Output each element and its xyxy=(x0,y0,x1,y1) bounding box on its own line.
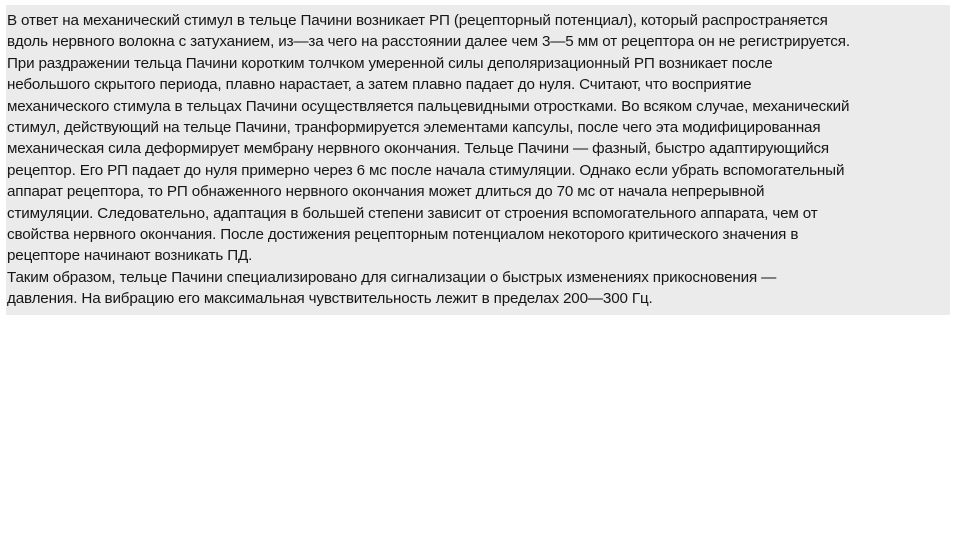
text-line: Таким образом, тельце Пачини специализировано для сигнализации о быстрых изменениях прикосновения — xyxy=(7,268,777,286)
text-line: рецепторе начинают возникать ПД. xyxy=(7,247,253,265)
text-line: При раздражении тельца Пачини коротким толчком умеренной силы деполяризационный РП возникает после xyxy=(7,54,773,72)
text-line: вдоль нервного волокна с затуханием, из—за чего на расстоянии далее чем 3—5 мм от рецептора он не регистрируется. xyxy=(7,33,850,51)
text-line: аппарат рецептора, то РП обнаженного нервного окончания может длиться до 70 мс от начала непрерывной xyxy=(7,183,765,201)
text-line: давления. На вибрацию его максимальная чувствительность лежит в пределах 200—300 Гц. xyxy=(7,290,653,308)
text-block xyxy=(6,5,950,315)
text-line: стимул, действующий на тельце Пачини, транформируется элементами капсулы, после чего эта модифицированная xyxy=(7,119,821,137)
text-line: механическая сила деформирует мембрану нервного окончания. Тельце Пачини — фазный, быстро адаптирующийся xyxy=(7,140,830,158)
text-line: небольшого скрытого периода, плавно нарастает, а затем плавно падает до нуля. Считают, что восприятие xyxy=(7,76,752,94)
text-line: стимуляции. Следовательно, адаптация в большей степени зависит от строения вспомогательного аппарата, чем от xyxy=(7,204,818,222)
text-line: В ответ на механический стимул в тельце Пачини возникает РП (рецепторный потенциал), который распространяется xyxy=(7,12,828,29)
text-line: рецептор. Его РП падает до нуля примерно через 6 мс после начала стимуляции. Однако если убрать вспомогательный xyxy=(7,161,845,179)
text-line: механического стимула в тельцах Пачини осуществляется пальцевидными отростками. Во всяком случае, механический xyxy=(7,97,850,115)
text-line: свойства нервного окончания. После достижения рецепторным потенциалом некоторого критического значения в xyxy=(7,226,799,244)
